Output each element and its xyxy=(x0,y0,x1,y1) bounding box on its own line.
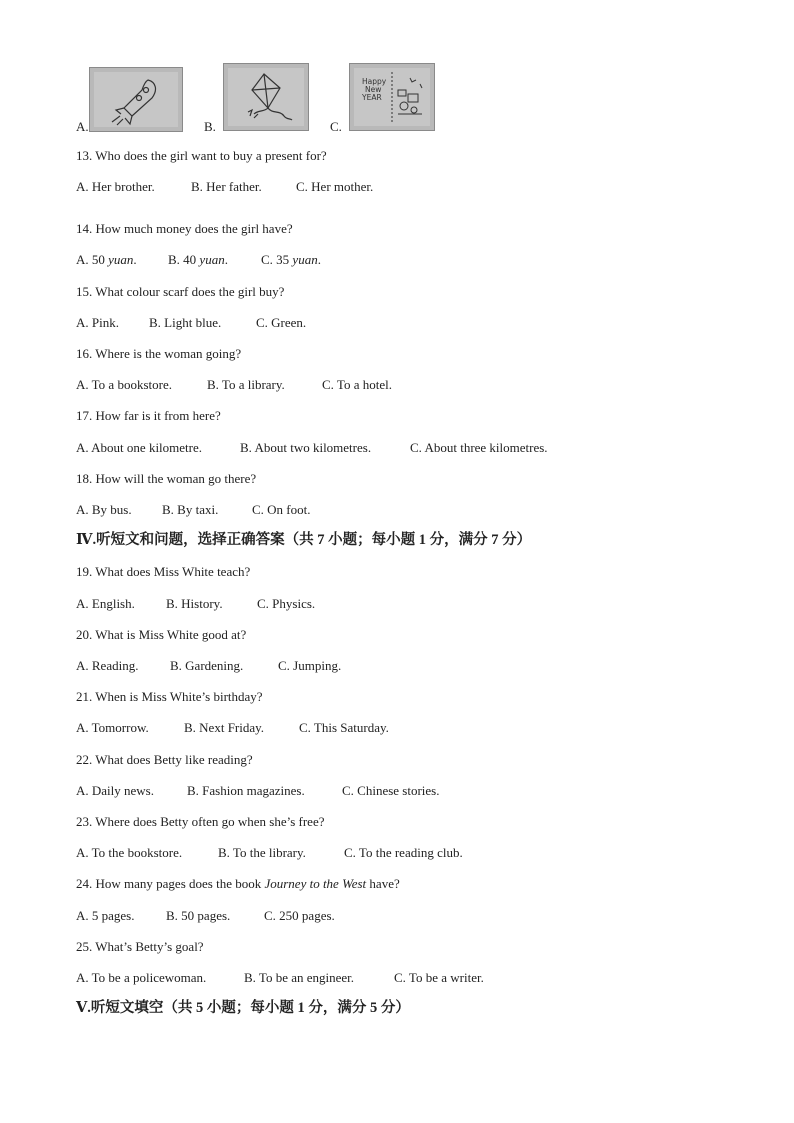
option-b: B. Her father. xyxy=(191,179,262,194)
option-b: B. 50 pages. xyxy=(166,908,231,923)
question-24: 24. How many pages does the book Journey to the West have? xyxy=(76,876,400,891)
option-c: C. 250 pages. xyxy=(264,908,335,923)
option-letter: A. xyxy=(76,119,89,134)
option-a: A. 50 yuan. xyxy=(76,252,137,267)
option-a: A. By bus. xyxy=(76,502,132,517)
option-a: A. Daily news. xyxy=(76,783,154,798)
option-c: C. Chinese stories. xyxy=(342,783,440,798)
option-c: C. Her mother. xyxy=(296,179,374,194)
option-a: A. 5 pages. xyxy=(76,908,135,923)
option-letter: B. xyxy=(204,119,216,134)
question-19-options xyxy=(76,596,316,612)
option-a: A. About one kilometre. xyxy=(76,440,203,455)
question-17-options xyxy=(76,440,548,456)
question-15: 15. What colour scarf does the girl buy? xyxy=(76,284,285,299)
option-b: B. To a library. xyxy=(207,377,285,392)
question-16: 16. Where is the woman going? xyxy=(76,346,242,361)
question-23-options xyxy=(76,845,463,861)
question-25: 25. What’s Betty’s goal? xyxy=(76,939,204,954)
question-23: 23. Where does Betty often go when she’s free? xyxy=(76,814,325,829)
option-b: B. Light blue. xyxy=(149,315,222,330)
option-c: C. Green. xyxy=(256,315,307,330)
option-b: B. Fashion magazines. xyxy=(187,783,305,798)
option-c: C. 35 yuan. xyxy=(261,252,321,267)
option-b: B. To the library. xyxy=(218,845,306,860)
question-14-options xyxy=(76,252,321,268)
option-a: A. Reading. xyxy=(76,658,139,673)
kite-picture xyxy=(223,63,309,131)
option-a: A. English. xyxy=(76,596,135,611)
option-b: B. Gardening. xyxy=(170,658,244,673)
question-21: 21. When is Miss White’s birthday? xyxy=(76,689,263,704)
question-24-options xyxy=(76,908,335,924)
question-19: 19. What does Miss White teach? xyxy=(76,564,251,579)
option-a: A. To be a policewoman. xyxy=(76,970,207,985)
option-c: C. To the reading club. xyxy=(344,845,463,860)
option-a: A. Her brother. xyxy=(76,179,155,194)
option-a: A. To the bookstore. xyxy=(76,845,183,860)
question-16-options xyxy=(76,377,392,393)
option-b: B. About two kilometres. xyxy=(240,440,372,455)
option-c: C. About three kilometres. xyxy=(410,440,548,455)
question-22: 22. What does Betty like reading? xyxy=(76,752,253,767)
option-c: C. To be a writer. xyxy=(394,970,484,985)
kite-icon xyxy=(224,64,308,130)
question-13-options xyxy=(76,179,374,195)
question-22-options xyxy=(76,783,440,799)
option-a: A. Pink. xyxy=(76,315,119,330)
question-20-options xyxy=(76,658,342,674)
option-a: A. To a bookstore. xyxy=(76,377,172,392)
question-20: 20. What is Miss White good at? xyxy=(76,627,247,642)
book-title: Journey to the West xyxy=(264,876,367,891)
option-b: B. History. xyxy=(166,596,223,611)
rocket-picture xyxy=(89,67,183,132)
option-c: C. This Saturday. xyxy=(299,720,389,735)
option-b: B. By taxi. xyxy=(162,502,219,517)
question-21-options xyxy=(76,720,389,736)
option-c: C. Physics. xyxy=(257,596,316,611)
question-18-options xyxy=(76,502,311,518)
rocket-icon xyxy=(90,68,182,131)
option-b: B. 40 yuan. xyxy=(168,252,228,267)
option-b: B. To be an engineer. xyxy=(244,970,355,985)
question-14: 14. How much money does the girl have? xyxy=(76,221,293,236)
question-25-options xyxy=(76,970,484,986)
option-b: B. Next Friday. xyxy=(184,720,265,735)
section-5-title: Ⅴ.听短文填空（共 5 小题；每小题 1 分，满分 5 分） xyxy=(76,1000,410,1016)
option-c: C. To a hotel. xyxy=(322,377,392,392)
new-year-card-icon xyxy=(350,64,434,130)
question-15-options xyxy=(76,315,307,331)
option-c: C. On foot. xyxy=(252,502,311,517)
question-17: 17. How far is it from here? xyxy=(76,408,221,423)
question-18: 18. How will the woman go there? xyxy=(76,471,257,486)
question-13: 13. Who does the girl want to buy a present for? xyxy=(76,148,327,163)
card-text: Happy New YEAR xyxy=(362,77,387,102)
option-a: A. Tomorrow. xyxy=(76,720,149,735)
option-c: C. Jumping. xyxy=(278,658,342,673)
section-4-title: Ⅳ.听短文和问题，选择正确答案（共 7 小题；每小题 1 分，满分 7 分） xyxy=(76,532,532,548)
option-letter: C. xyxy=(330,119,342,134)
new-year-card-picture xyxy=(349,63,435,131)
